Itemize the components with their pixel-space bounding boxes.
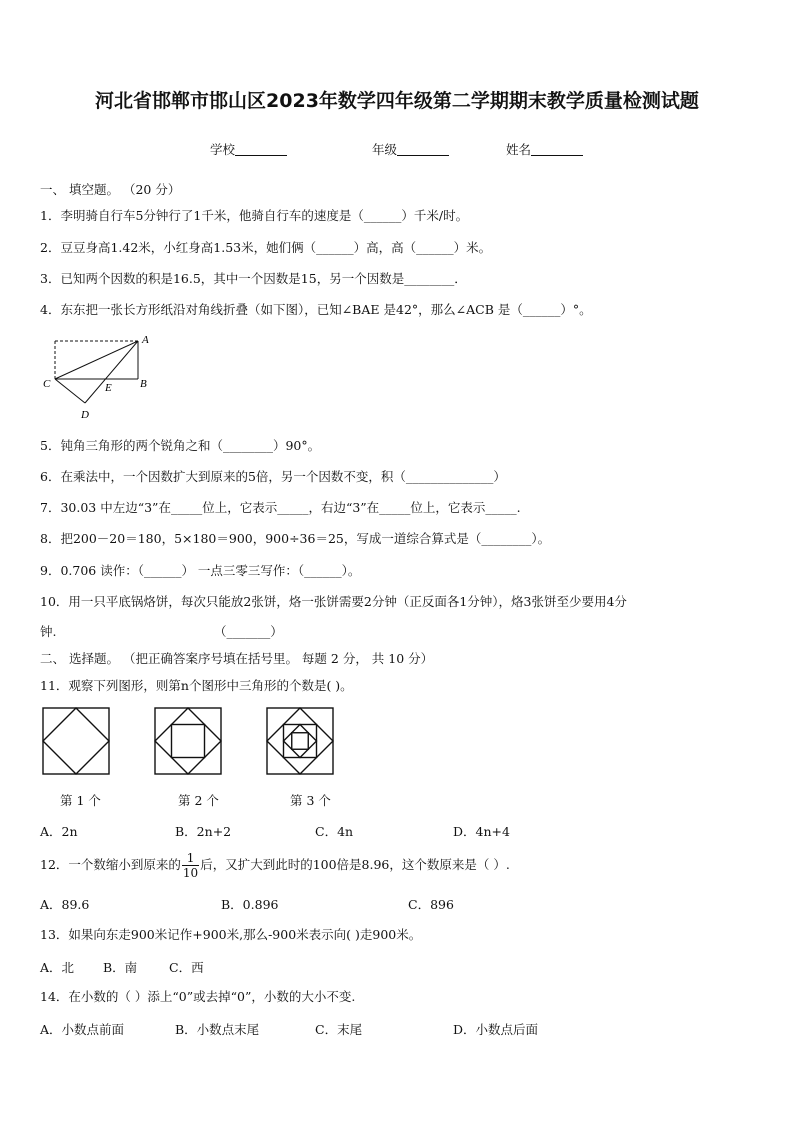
fraction-numerator: 1	[182, 851, 199, 866]
grade-label: 年级	[372, 142, 398, 157]
section-choice-heading: 二、 选择题。 （把正确答案序号填在括号里。 每题 2 分， 共 10 分）	[40, 651, 434, 666]
label-a: A	[142, 334, 149, 346]
outer-square	[155, 708, 221, 774]
pattern-figure-2	[154, 707, 224, 777]
question-5: 5．钝角三角形的两个锐角之和（________）90°。	[40, 438, 321, 453]
name-label: 姓名	[506, 142, 532, 157]
q14-option-a: A．小数点前面	[40, 1022, 125, 1037]
q11-option-d: D．4n+4	[453, 824, 510, 839]
name-field	[506, 142, 583, 158]
diagonal-ca	[55, 341, 138, 379]
question-6: 6．在乘法中，一个因数扩大到原来的5倍，另一个因数不变，积（______________）	[40, 469, 506, 484]
question-13: 13．如果向东走900米记作+900米,那么-900米表示向( )走900米。	[40, 927, 422, 942]
question-3: 3．已知两个因数的积是16.5，其中一个因数是15，另一个因数是________．	[40, 271, 467, 286]
fraction-one-tenth	[182, 851, 199, 880]
school-field	[210, 142, 287, 158]
q14-option-b: B．小数点末尾	[175, 1022, 260, 1037]
pattern-figure-1	[42, 707, 112, 777]
grade-blank	[397, 143, 449, 156]
q13-option-a: A．北	[40, 960, 75, 975]
question-10-line-2: 钟.	[40, 624, 57, 639]
pattern-figure-3	[266, 707, 336, 777]
grade-field	[372, 142, 449, 158]
question-8: 8．把200－20＝180，5×180＝900，900÷36＝25，写成一道综合算式是（________）。	[40, 531, 551, 546]
middle-diamond	[155, 708, 221, 774]
outer-square	[267, 708, 333, 774]
edge-cd	[55, 379, 85, 403]
figure-2-label: 第 2 个	[178, 793, 219, 808]
q12-option-b: B．0.896	[221, 897, 279, 912]
question-14: 14．在小数的（ ）添上“0”或去掉“0”，小数的大小不变.	[40, 989, 356, 1004]
question-10-answer-blank: （_______）	[214, 624, 283, 639]
q13-option-b: B．南	[103, 960, 138, 975]
question-11: 11．观察下列图形，则第n个图形中三角形的个数是( )。	[40, 678, 353, 693]
q11-option-c: C．4n	[315, 824, 354, 839]
question-7: 7．30.03 中左边“3”在_____位上，它表示_____，右边“3”在_____位上，它表示_____.	[40, 500, 521, 515]
label-b: B	[140, 378, 147, 390]
q12-option-a: A．89.6	[40, 897, 90, 912]
school-label: 学校	[210, 142, 236, 157]
outer-square	[43, 708, 109, 774]
section-fill-blank-heading: 一、 填空题。 （20 分）	[40, 182, 181, 197]
innermost-square	[292, 733, 309, 750]
q12-option-c: C．896	[408, 897, 454, 912]
question-2: 2．豆豆身高1.42米，小红身高1.53米，她们俩（______）高，高（______）米。	[40, 240, 492, 255]
question-9: 9．0.706 读作：（______） 一点三零三写作：（______）。	[40, 563, 361, 578]
q14-option-c: C．末尾	[315, 1022, 363, 1037]
question-12-text-after: 后，又扩大到此时的100倍是8.96，这个数原来是（ ）.	[200, 857, 510, 872]
figure-1-label: 第 1 个	[60, 793, 101, 808]
question-12-text-before: 12．一个数缩小到原来的	[40, 857, 181, 872]
label-c: C	[43, 378, 51, 390]
label-d: D	[81, 409, 89, 421]
question-12	[40, 848, 510, 882]
q14-option-d: D．小数点后面	[453, 1022, 539, 1037]
inner-square	[284, 725, 317, 758]
question-1: 1．李明骑自行车5分钟行了1千米，他骑自行车的速度是（______）千米/时。	[40, 208, 469, 223]
folded-rectangle-figure	[40, 332, 165, 424]
school-blank	[235, 143, 287, 156]
inner-diamond	[43, 708, 109, 774]
figure-3-label: 第 3 个	[290, 793, 331, 808]
label-e: E	[105, 382, 112, 394]
q11-option-a: A．2n	[40, 824, 78, 839]
fraction-denominator: 10	[182, 866, 199, 880]
q13-option-c: C．西	[169, 960, 204, 975]
q11-option-b: B．2n+2	[175, 824, 232, 839]
name-blank	[531, 143, 583, 156]
page-title: 河北省邯郸市邯山区2023年数学四年级第二学期期末教学质量检测试题	[95, 90, 699, 112]
question-10-line-1: 10．用一只平底锅烙饼，每次只能放2张饼，烙一张饼需要2分钟（正反面各1分钟），烙3张饼至少要用4分	[40, 594, 627, 609]
question-4: 4．东东把一张长方形纸沿对角线折叠（如下图），已知∠BAE 是42°，那么∠ACB 是（______）°。	[40, 302, 592, 317]
inner-square	[172, 725, 205, 758]
inner-diamond	[284, 725, 317, 758]
middle-diamond	[267, 708, 333, 774]
